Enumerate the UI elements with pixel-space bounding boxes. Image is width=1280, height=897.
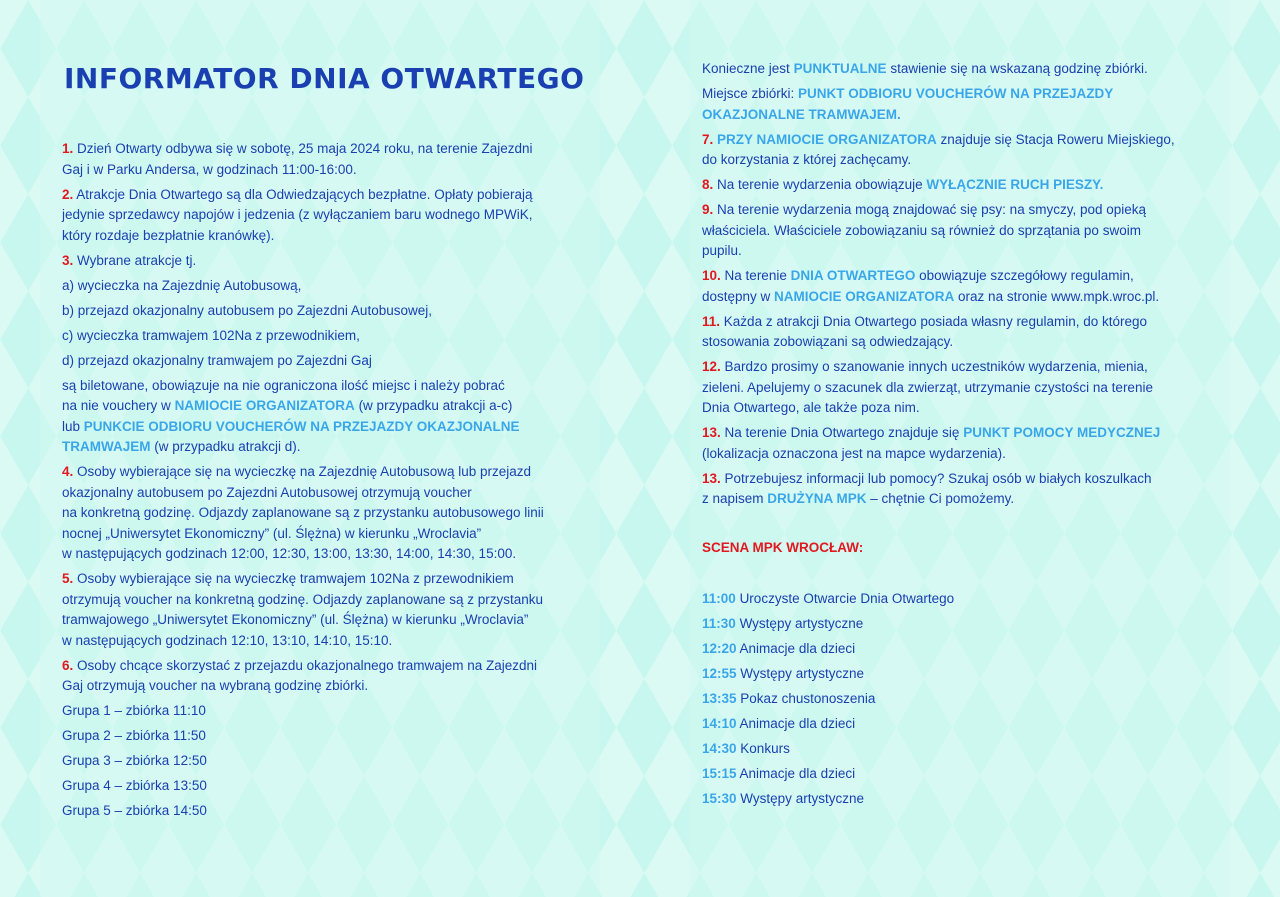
highlight-text: DRUŻYNA MPK <box>767 491 867 506</box>
group-item: Grupa 1 – zbiórka 11:10 <box>62 703 206 718</box>
item-text: jedynie sprzedawcy napojów i jedzenia (z wyłączaniem baru wodnego MPWiK, <box>62 207 533 222</box>
item-text: otrzymują voucher na konkretną godzinę. Odjazdy zaplanowane są z przystanku <box>62 591 544 607</box>
attraction-d: d) przejazd okazjonalny tramwajem po Zajezdni Gaj <box>62 352 372 368</box>
highlight-text: WYŁĄCZNIE RUCH PIESZY. <box>926 177 1104 192</box>
attraction-c: c) wycieczka tramwajem 102Na z przewodnikiem, <box>62 327 360 343</box>
item-text: okazjonalny autobusem po Zajezdni Autobusowej otrzymują voucher <box>62 484 472 500</box>
tickets-paragraph <box>62 376 592 458</box>
right-column <box>702 59 1202 514</box>
item-text: Gaj otrzymują voucher na wybraną godzinę zbiórki. <box>62 678 369 693</box>
item-number: 13. <box>702 470 721 486</box>
item-12 <box>702 357 1202 419</box>
schedule-label: Pokaz chustonoszenia <box>740 691 876 706</box>
item-text: zieleni. Apelujemy o szacunek dla zwierząt, utrzymanie czystości na terenie <box>702 379 1153 395</box>
item-text: są biletowane, obowiązuje na nie ograniczona ilość miejsc i należy pobrać <box>62 377 505 393</box>
item-text: Bardzo prosimy o szanowanie innych uczestników wydarzenia, mienia, <box>724 359 1148 374</box>
schedule-time: 15:15 <box>702 766 737 781</box>
item-text: lub <box>62 418 84 434</box>
item-text: – chętnie Ci pomożemy. <box>866 491 1015 506</box>
schedule-time: 11:00 <box>702 591 736 606</box>
schedule-label: Animacje dla dzieci <box>739 716 856 731</box>
schedule-item <box>702 589 954 610</box>
schedule-item <box>702 764 954 785</box>
item-1 <box>62 139 592 180</box>
item-text: tramwajowego „Uniwersytet Ekonomiczny” (ul. Ślężna) w kierunku „Wroclavia” <box>62 612 529 627</box>
item-6 <box>62 656 592 697</box>
item-text: do korzystania z której zachęcamy. <box>702 152 912 167</box>
schedule-time: 15:30 <box>702 791 737 806</box>
item-10 <box>702 266 1202 307</box>
item-5 <box>62 569 592 651</box>
group-item: Grupa 2 – zbiórka 11:50 <box>62 728 206 743</box>
item-text: Osoby wybierające się na wycieczkę tramwajem 102Na z przewodnikiem <box>77 571 514 586</box>
item-number: 1. <box>62 141 74 156</box>
item-11 <box>702 312 1202 353</box>
highlight-text: PUNKT POMOCY MEDYCZNEJ <box>963 425 1161 440</box>
schedule-item <box>702 714 954 735</box>
item-number: 13. <box>702 425 721 440</box>
schedule-label: Animacje dla dzieci <box>739 766 856 781</box>
schedule-label: Występy artystyczne <box>739 616 864 631</box>
group-item: Grupa 4 – zbiórka 13:50 <box>62 778 207 793</box>
item-number: 4. <box>62 464 74 479</box>
item-13-help <box>702 469 1202 510</box>
item-number: 12. <box>702 359 721 374</box>
item-text: (w przypadku atrakcji d). <box>150 439 301 454</box>
schedule-item <box>702 739 954 760</box>
item-text: na konkretną godzinę. Odjazdy zaplanowane są z przystanku autobusowego linii <box>62 505 544 520</box>
left-column <box>62 139 592 826</box>
item-text: który rozdaje bezpłatnie kranówkę). <box>62 227 275 243</box>
schedule-label: Konkurs <box>740 741 790 756</box>
item-number: 9. <box>702 202 714 217</box>
schedule-time: 12:55 <box>702 666 737 681</box>
schedule-time: 14:30 <box>702 741 737 756</box>
highlight-text: NAMIOCIE ORGANIZATORA <box>774 288 955 304</box>
item-number: 8. <box>702 177 714 192</box>
schedule-time: 12:20 <box>702 641 737 656</box>
item-text: Na terenie wydarzenia obowiązuje <box>717 177 927 192</box>
page-title: INFORMATOR DNIA OTWARTEGO <box>64 62 585 95</box>
item-text: stosowania zobowiązani są odwiedzający. <box>702 334 954 349</box>
schedule-time: 13:35 <box>702 691 737 706</box>
item-text: Atrakcje Dnia Otwartego są dla Odwiedzających bezpłatne. Opłaty pobierają <box>76 186 533 202</box>
punctuality-note <box>702 59 1202 80</box>
scena-heading: SCENA MPK WROCŁAW: <box>702 540 864 555</box>
highlight-text: PUNKT ODBIORU VOUCHERÓW NA PRZEJAZDY <box>798 86 1114 101</box>
item-text: Wybrane atrakcje tj. <box>77 252 197 268</box>
item-text: Każda z atrakcji Dnia Otwartego posiada własny regulamin, do którego <box>723 313 1148 329</box>
item-7 <box>702 130 1202 171</box>
item-text: Osoby chcące skorzystać z przejazdu okazjonalnego tramwajem na Zajezdni <box>77 657 538 673</box>
item-text: Na terenie Dnia Otwartego znajduje się <box>724 425 964 440</box>
item-text: w następujących godzinach 12:00, 12:30, 13:00, 13:30, 14:00, 14:30, 15:00. <box>62 546 517 561</box>
schedule-label: Występy artystyczne <box>740 666 864 681</box>
group-item: Grupa 5 – zbiórka 14:50 <box>62 803 207 818</box>
item-text: Na terenie <box>724 268 791 283</box>
meeting-point-note <box>702 84 1202 125</box>
highlight-text: PRZY NAMIOCIE ORGANIZATORA <box>717 131 937 147</box>
item-text: pupilu. <box>702 243 742 258</box>
highlight-text: DNIA OTWARTEGO <box>790 268 916 283</box>
item-number: 6. <box>62 657 74 673</box>
item-text: stawienie się na wskazaną godzinę zbiórki. <box>886 61 1148 76</box>
item-13-medical <box>702 423 1202 464</box>
item-4 <box>62 462 592 565</box>
stage-schedule <box>702 589 954 814</box>
item-text: obowiązuje szczegółowy regulamin, <box>915 268 1134 283</box>
item-8 <box>702 175 1202 196</box>
item-9 <box>702 200 1202 262</box>
attraction-b: b) przejazd okazjonalny autobusem po Zajezdni Autobusowej, <box>62 302 432 318</box>
item-text: Miejsce zbiórki: <box>702 86 799 101</box>
schedule-item <box>702 789 954 810</box>
schedule-item <box>702 639 954 660</box>
item-number: 11. <box>702 313 721 329</box>
item-number: 10. <box>702 268 721 283</box>
item-2 <box>62 185 592 247</box>
item-text: dostępny w <box>702 288 775 304</box>
item-number: 2. <box>62 186 74 202</box>
item-text: Dzień Otwarty odbywa się w sobotę, 25 maja 2024 roku, na terenie Zajezdni <box>77 141 533 156</box>
item-text: Osoby wybierające się na wycieczkę na Zajezdnię Autobusową lub przejazd <box>77 464 532 479</box>
item-text: w następujących godzinach 12:10, 13:10, 14:10, 15:10. <box>62 632 393 648</box>
item-text: Konieczne jest <box>702 61 794 76</box>
item-text: na nie vouchery w <box>62 398 175 413</box>
schedule-time: 14:10 <box>702 716 737 731</box>
item-text: właściciela. Właściciele zobowiązaniu są również do sprzątania po swoim <box>702 222 1141 238</box>
item-3 <box>62 251 592 272</box>
schedule-item <box>702 614 954 635</box>
item-text: Potrzebujesz informacji lub pomocy? Szukaj osób w białych koszulkach <box>724 470 1152 486</box>
item-text: oraz na stronie www.mpk.wroc.pl. <box>954 288 1160 304</box>
item-text: Na terenie wydarzenia mogą znajdować się psy: na smyczy, pod opieką <box>717 202 1146 217</box>
item-text: znajduje się Stacja Roweru Miejskiego, <box>936 131 1175 147</box>
highlight-text: NAMIOCIE ORGANIZATORA <box>174 398 355 413</box>
item-number: 3. <box>62 252 74 268</box>
item-text: Dnia Otwartego, ale także poza nim. <box>702 400 920 415</box>
item-text: nocnej „Uniwersytet Ekonomiczny” (ul. Ślężna) w kierunku „Wroclavia” <box>62 525 482 541</box>
item-text: (lokalizacja oznaczona jest na mapce wydarzenia). <box>702 445 1006 461</box>
item-text: (w przypadku atrakcji a-c) <box>354 398 513 413</box>
item-text: Gaj i w Parku Andersa, w godzinach 11:00-16:00. <box>62 161 357 177</box>
highlight-text: PUNKTUALNE <box>793 61 887 76</box>
attraction-a: a) wycieczka na Zajezdnię Autobusową, <box>62 277 302 293</box>
schedule-label: Animacje dla dzieci <box>739 641 856 656</box>
group-item: Grupa 3 – zbiórka 12:50 <box>62 753 207 768</box>
schedule-item <box>702 689 954 710</box>
highlight-text: OKAZJONALNE TRAMWAJEM. <box>702 106 901 122</box>
highlight-text: PUNKCIE ODBIORU VOUCHERÓW NA PRZEJAZDY OKAZJONALNE <box>83 418 520 434</box>
highlight-text: TRAMWAJEM <box>62 439 151 454</box>
schedule-label: Uroczyste Otwarcie Dnia Otwartego <box>739 591 955 606</box>
schedule-item <box>702 664 954 685</box>
item-number: 5. <box>62 571 74 586</box>
schedule-time: 11:30 <box>702 616 736 631</box>
schedule-label: Występy artystyczne <box>740 791 864 806</box>
item-number: 7. <box>702 131 714 147</box>
item-text: z napisem <box>702 491 768 506</box>
